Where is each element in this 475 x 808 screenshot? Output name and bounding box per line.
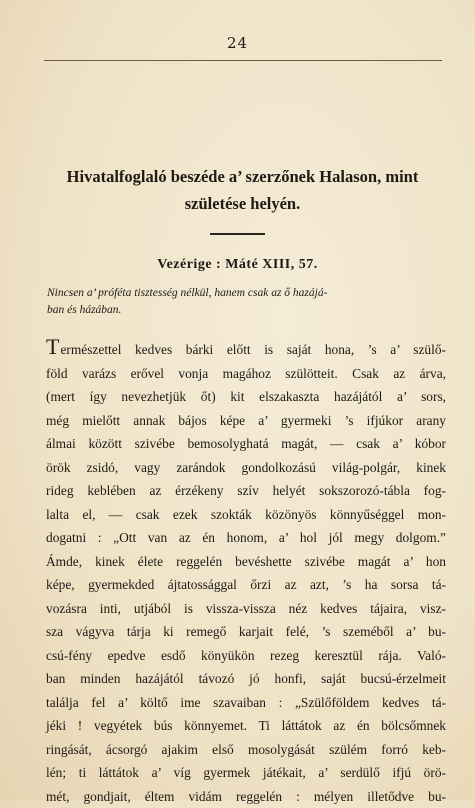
body-line: még mielőtt annak bájos képe a’ gyermeki ’s ifjúkor arany [46, 409, 446, 433]
motto-reference: Máté XIII, 57. [225, 257, 318, 272]
chapter-title-line-2: születése helyén. [30, 190, 455, 217]
body-line: föld varázs erővel vonja magához szülötteit. Csak az árva, [46, 362, 446, 386]
body-line: (mert így nevezhetjük őt) kit elszakaszta hazájától a’ sors, [46, 385, 446, 409]
chapter-title-line-1: Hivatalfoglaló beszéde a’ szerzőnek Halason, mint [30, 163, 455, 190]
header-rule [44, 60, 442, 61]
body-line: csú-fény epedve esdő könyükön rezeg keresztül rája. Való- [46, 644, 446, 668]
motto-label: Vezérige : [157, 257, 221, 272]
body-line: sza vágyva tárja ki remegő karjait felé, ’s szeméből a’ bu- [46, 620, 446, 644]
epigraph-quote [47, 285, 442, 319]
body-line: ringását, ácsorgó ajakim első mosolygását szülém forró keb- [46, 738, 446, 762]
quote-line: Nincsen a’ próféta tisztesség nélkül, hanem csak az ő hazájá- [47, 285, 442, 302]
chapter-title [30, 163, 455, 217]
body-line-text: ermészettel kedves bárki előtt is saját hona, ’s a’ szülő- [60, 342, 446, 357]
body-line: lén; ti láttátok a’ víg gyermek játékait, a’ serdülő ifjú örö- [46, 761, 446, 785]
body-line [46, 338, 446, 362]
body-line: dogatni : „Ott van az én honom, a’ hol jól megy dolgom.” [46, 526, 446, 550]
motto [20, 257, 455, 273]
body-line: örök zsidó, vagy zarándok gondolkozású világ-polgár, kinek [46, 456, 446, 480]
page-number: 24 [0, 34, 475, 52]
drop-cap: T [46, 334, 59, 359]
quote-line: ban és házában. [47, 302, 442, 319]
title-divider [210, 233, 265, 235]
body-line: rideg keblében az érzékeny szív helyét sokszorozó-tábla fog- [46, 479, 446, 503]
body-line: vozásra inti, utjából is vissza-vissza néz kedves tájaira, visz- [46, 597, 446, 621]
body-line: lalta el, — csak ezek szokták közönyös könnyűséggel mon- [46, 503, 446, 527]
body-line: mét, gondjait, éltem vidám reggelén : mélyen illetődve bu- [46, 785, 446, 808]
body-line: Ámde, kinek élete reggelén bevéshette szivébe magát a’ hon [46, 550, 446, 574]
body-line: álmai között szivébe bemosolyghatá magát, — csak a’ kóbor [46, 432, 446, 456]
body-line: ban minden hazájától távozó jó honfi, saját bucsú-érzelmeit [46, 667, 446, 691]
body-line: képe, gyermekded ájtatossággal őrzi az azt, ’s ha sorsa tá- [46, 573, 446, 597]
body-text [46, 338, 446, 808]
body-line: találja fel a’ költő ime szavaiban : „Szülőföldem kedves tá- [46, 691, 446, 715]
body-line: jéki ! vegyétek bús könnyemet. Ti láttátok az én bölcsőmnek [46, 714, 446, 738]
